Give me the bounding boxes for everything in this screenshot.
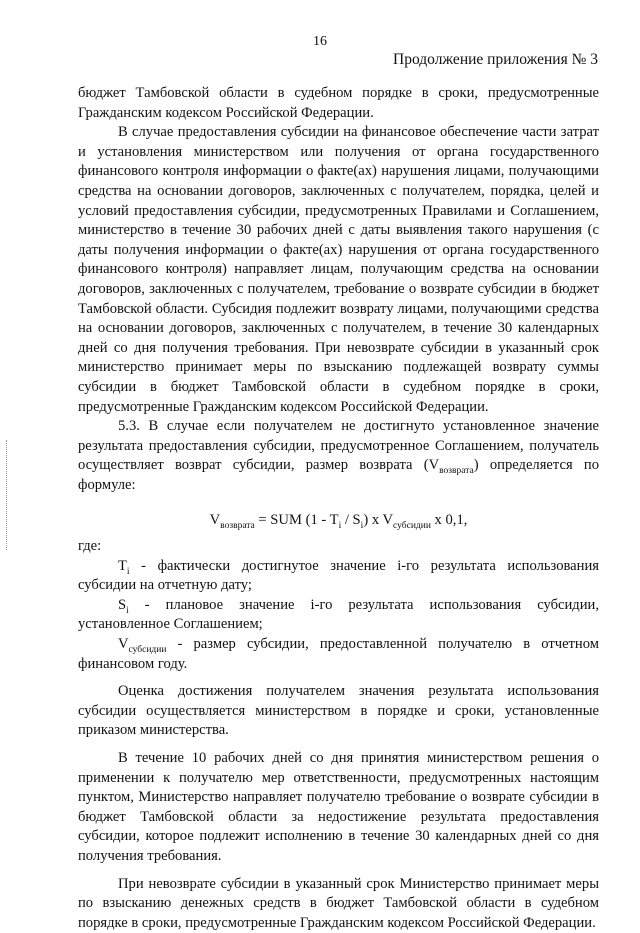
def-v-text: - размер субсидии, предоставленной получателю в отчетном финансовом году. — [78, 636, 599, 672]
def-s-symbol: S — [118, 596, 127, 613]
paragraph-5-3-end: ) определяется по формуле: — [78, 457, 599, 493]
paragraph-2: В случае предоставления субсидии на финансовое обеспечение части затрат и установления министерством или получения от органа государственного финансового контроля информации о факте(ах) нарушения лицами, получающими средства на основании договоров, заключенных с получателем, порядка, целей и условий предоставления субсидии, предусмотренных Правилами и Соглашением, министерство в течение 30 рабочих дней с даты выявления такого нарушения (с даты получения информации о факте(ах) нарушения от органа государственного финансового контроля) направляет лицам, получающим средства на основании договоров, заключенных с получателем, требование о возврате субсидии в бюджет Тамбовской области. Субсидия подлежит возврату лицами, получающими средства на основании договоров, заключенных с получателем, в течение 30 календарных дней со дня получения требования. При невозврате субсидии в указанный срок министерство принимает меры по взысканию подлежащей возврату суммы субсидии в бюджет Тамбовской области в судебном порядке в сроки, предусмотренные Гражданским кодексом Российской Федерации. — [78, 124, 599, 415]
document-body — [78, 84, 599, 933]
appendix-header: Продолжение приложения № 3 — [393, 51, 598, 68]
def-v-sub: субсидии — [128, 644, 167, 655]
def-t-text: - фактически достигнутое значение i-го результата использования субсидии на отчетную дату; — [78, 557, 599, 594]
formula-t-sub: i — [338, 521, 342, 532]
definition-v — [78, 635, 599, 674]
definition-t — [78, 557, 599, 596]
where-label: где: — [78, 538, 102, 555]
def-s-sub: i — [126, 605, 129, 616]
formula-vs-sub: субсидии — [393, 521, 431, 532]
formula-end: x 0,1, — [430, 512, 468, 529]
paragraph-1: бюджет Тамбовской области в судебном порядке в сроки, предусмотренные Гражданским кодексом Российской Федерации. — [78, 85, 599, 121]
formula-div: / S — [341, 512, 361, 529]
v-return-subscript: возврата — [439, 466, 474, 477]
formula-times: ) x V — [363, 512, 394, 529]
paragraph-5-3-text: 5.3. В случае если получателем не достигнуто установленное значение результата предоставления субсидии, предусмотренное Соглашением, получатель осуществляет возврат субсидии, размер возврата (V — [78, 418, 599, 474]
def-s-text: - плановое значение i-го результата использования субсидии, установленное Соглашением; — [78, 596, 599, 633]
paragraph-assessment: Оценка достижения получателем значения результата использования субсидии осуществляется министерством в порядке и сроки, установленные приказом министерства. — [78, 683, 599, 739]
formula-v: V — [209, 512, 221, 529]
formula-s-sub: i — [360, 521, 364, 532]
paragraph-10-days: В течение 10 рабочих дней со дня принятия министерством решения о применении к получателю мер ответственности, предусмотренных настоящим пунктом, Министерство направляет получателю требование о возврате субсидии в бюджет Тамбовской области за недостижение результата предоставления субсидии, которое подлежит исполнению в течение 30 календарных дней со дня получения требования. — [78, 750, 599, 864]
return-formula — [78, 511, 599, 531]
formula-sum: = SUM (1 - T — [254, 512, 339, 529]
formula-v-sub: возврата — [220, 521, 255, 532]
paragraph-5-3 — [78, 417, 599, 495]
margin-marks — [6, 440, 8, 550]
definition-s — [78, 596, 599, 635]
def-t-sub: i — [126, 566, 130, 577]
paragraph-non-return: При невозврате субсидии в указанный срок Министерство принимает меры по взысканию денежных средств в бюджет Тамбовской области в судебном порядке в сроки, предусмотренные Гражданским кодексом Российской Федерации. — [78, 875, 599, 931]
page-number: 16 — [313, 34, 327, 49]
def-t-symbol: T — [118, 557, 127, 574]
def-v-symbol: V — [118, 636, 129, 653]
